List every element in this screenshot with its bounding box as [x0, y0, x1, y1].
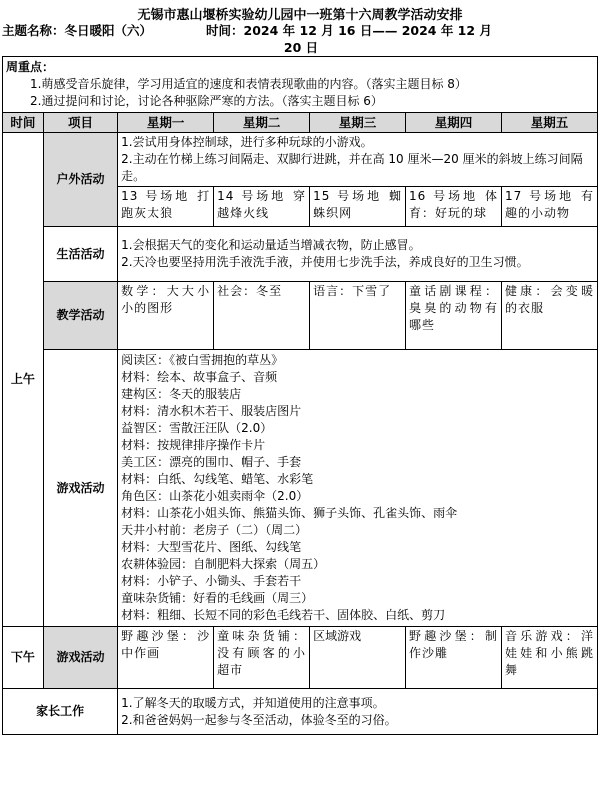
- game-line: 角色区：山茶花小姐卖雨伞（2.0）: [121, 489, 309, 503]
- game-line: 材料：小铲子、小锄头、手套若干: [121, 574, 302, 588]
- teaching-day-wed: 语言：下雪了: [310, 282, 406, 350]
- game-lines: [118, 350, 598, 627]
- game-line: 童味杂货铺：好看的毛线画（周三）: [121, 591, 314, 605]
- header-cell: 时间: [3, 113, 44, 133]
- pm-day-wed: 区域游戏: [310, 627, 406, 689]
- teaching-day-mon: 数学：大大小小的图形: [118, 282, 214, 350]
- game-line: 材料：大型雪花片、图纸、勾线笔: [121, 540, 302, 554]
- teaching-label: 教学活动: [43, 282, 117, 350]
- life-label: 生活活动: [43, 227, 117, 282]
- time-label-cont: 20 日: [283, 40, 319, 55]
- game-line: 天井小村前：老房子（二）（周二）: [121, 523, 308, 537]
- pm-day-thu: 野趣沙堡：制作沙雕: [406, 627, 502, 689]
- life-items: [118, 227, 598, 282]
- header-cell: 星期二: [214, 113, 310, 133]
- pm-day-mon: 野趣沙堡：沙中作画: [118, 627, 214, 689]
- header-cell: 星期五: [501, 113, 597, 133]
- header-cell: 星期四: [406, 113, 502, 133]
- focus-label: 周重点：: [6, 60, 55, 74]
- game-line: 材料：按规律排序操作卡片: [121, 438, 266, 452]
- outdoor-day-fri: 17 号场地 有趣的小动物: [501, 187, 597, 227]
- focus-item: 2.通过提问和讨论，讨论各种驱除严寒的方法。（落实主题目标 6）: [30, 94, 383, 108]
- game-line: 建构区：冬天的服装店: [121, 387, 242, 401]
- parents-label: 家长工作: [3, 689, 118, 735]
- outdoor-label: 户外活动: [43, 133, 117, 227]
- outdoor-day-tue: 14 号场地 穿越烽火线: [214, 187, 310, 227]
- focus-cell: [3, 57, 598, 113]
- game-line: 材料：山茶花小姐头饰、熊猫头饰、狮子头饰、孔雀头饰、雨伞: [121, 506, 458, 520]
- life-item: 2.天冷也要坚持用洗手液洗手液，并使用七步洗手法，养成良好的卫生习惯。: [121, 255, 529, 269]
- game-line: 材料：清水积木若干、服装店图片: [121, 404, 302, 418]
- outdoor-goal: 1.尝试用身体控制球，进行多种玩球的小游戏。: [121, 135, 373, 149]
- header-cell: 星期一: [118, 113, 214, 133]
- schedule-table: [2, 56, 598, 735]
- game-line: 材料：白纸、勾线笔、蜡笔、水彩笔: [121, 472, 314, 486]
- outdoor-day-mon: 13 号场地 打跑灰太狼: [118, 187, 214, 227]
- topic-row: [0, 22, 600, 56]
- morning-label: 上午: [3, 133, 44, 627]
- outdoor-day-thu: 16 号场地 体育：好玩的球: [406, 187, 502, 227]
- outdoor-goals: [118, 133, 598, 187]
- game-line: 阅读区：《被白雪拥抱的草丛》: [121, 353, 284, 367]
- game-line: 材料：粗细、长短不同的彩色毛线若干、固体胶、白纸、剪刀: [121, 608, 446, 622]
- parents-item: 2.和爸爸妈妈一起参与冬至活动，体验冬至的习俗。: [121, 712, 397, 727]
- game-line: 农耕体验园：自制肥料大探索（周五）: [121, 557, 326, 571]
- parents-item: 1.了解冬天的取暖方式，并知道使用的注意事项。: [121, 695, 385, 710]
- life-item: 1.会根据天气的变化和运动量适当增减衣物，防止感冒。: [121, 238, 421, 252]
- game-label: 游戏活动: [43, 350, 117, 627]
- game-line: 材料：绘本、故事盒子、音频: [121, 370, 278, 384]
- header-cell: 项目: [43, 113, 117, 133]
- topic-label: 主题名称：冬日暖阳（六）: [2, 23, 153, 38]
- teaching-day-tue: 社会：冬至: [214, 282, 310, 350]
- game-line: 益智区：雪散汪汪队（2.0）: [121, 421, 273, 435]
- page-title: 无锡市惠山堰桥实验幼儿园中一班第十六周教学活动安排: [137, 8, 463, 23]
- pm-game-label: 游戏活动: [43, 627, 117, 689]
- time-label: 时间：2024 年 12 月 16 日—— 2024 年 12 月: [206, 23, 492, 38]
- outdoor-goal: 2.主动在竹梯上练习间隔走、双脚行进跳，并在高 10 厘米—20 厘米的斜坡上练习间隔走。: [121, 152, 583, 183]
- focus-item: 1.萌感受音乐旋律，学习用适宜的速度和表情表现歌曲的内容。（落实主题目标 8）: [30, 77, 467, 91]
- afternoon-label: 下午: [3, 627, 44, 689]
- pm-day-tue: 童味杂货铺：没有顾客的小超市: [214, 627, 310, 689]
- parents-items: [118, 689, 598, 735]
- game-line: 美工区：漂亮的围巾、帽子、手套: [121, 455, 302, 469]
- header-row: [3, 113, 598, 133]
- pm-day-fri: 音乐游戏：洋娃娃和小熊跳舞: [501, 627, 597, 689]
- header-cell: 星期三: [310, 113, 406, 133]
- teaching-day-thu: 童话剧课程：臭臭的动物有哪些: [406, 282, 502, 350]
- teaching-day-fri: 健康：会变暖的衣服: [501, 282, 597, 350]
- outdoor-day-wed: 15 号场地 蜘蛛织网: [310, 187, 406, 227]
